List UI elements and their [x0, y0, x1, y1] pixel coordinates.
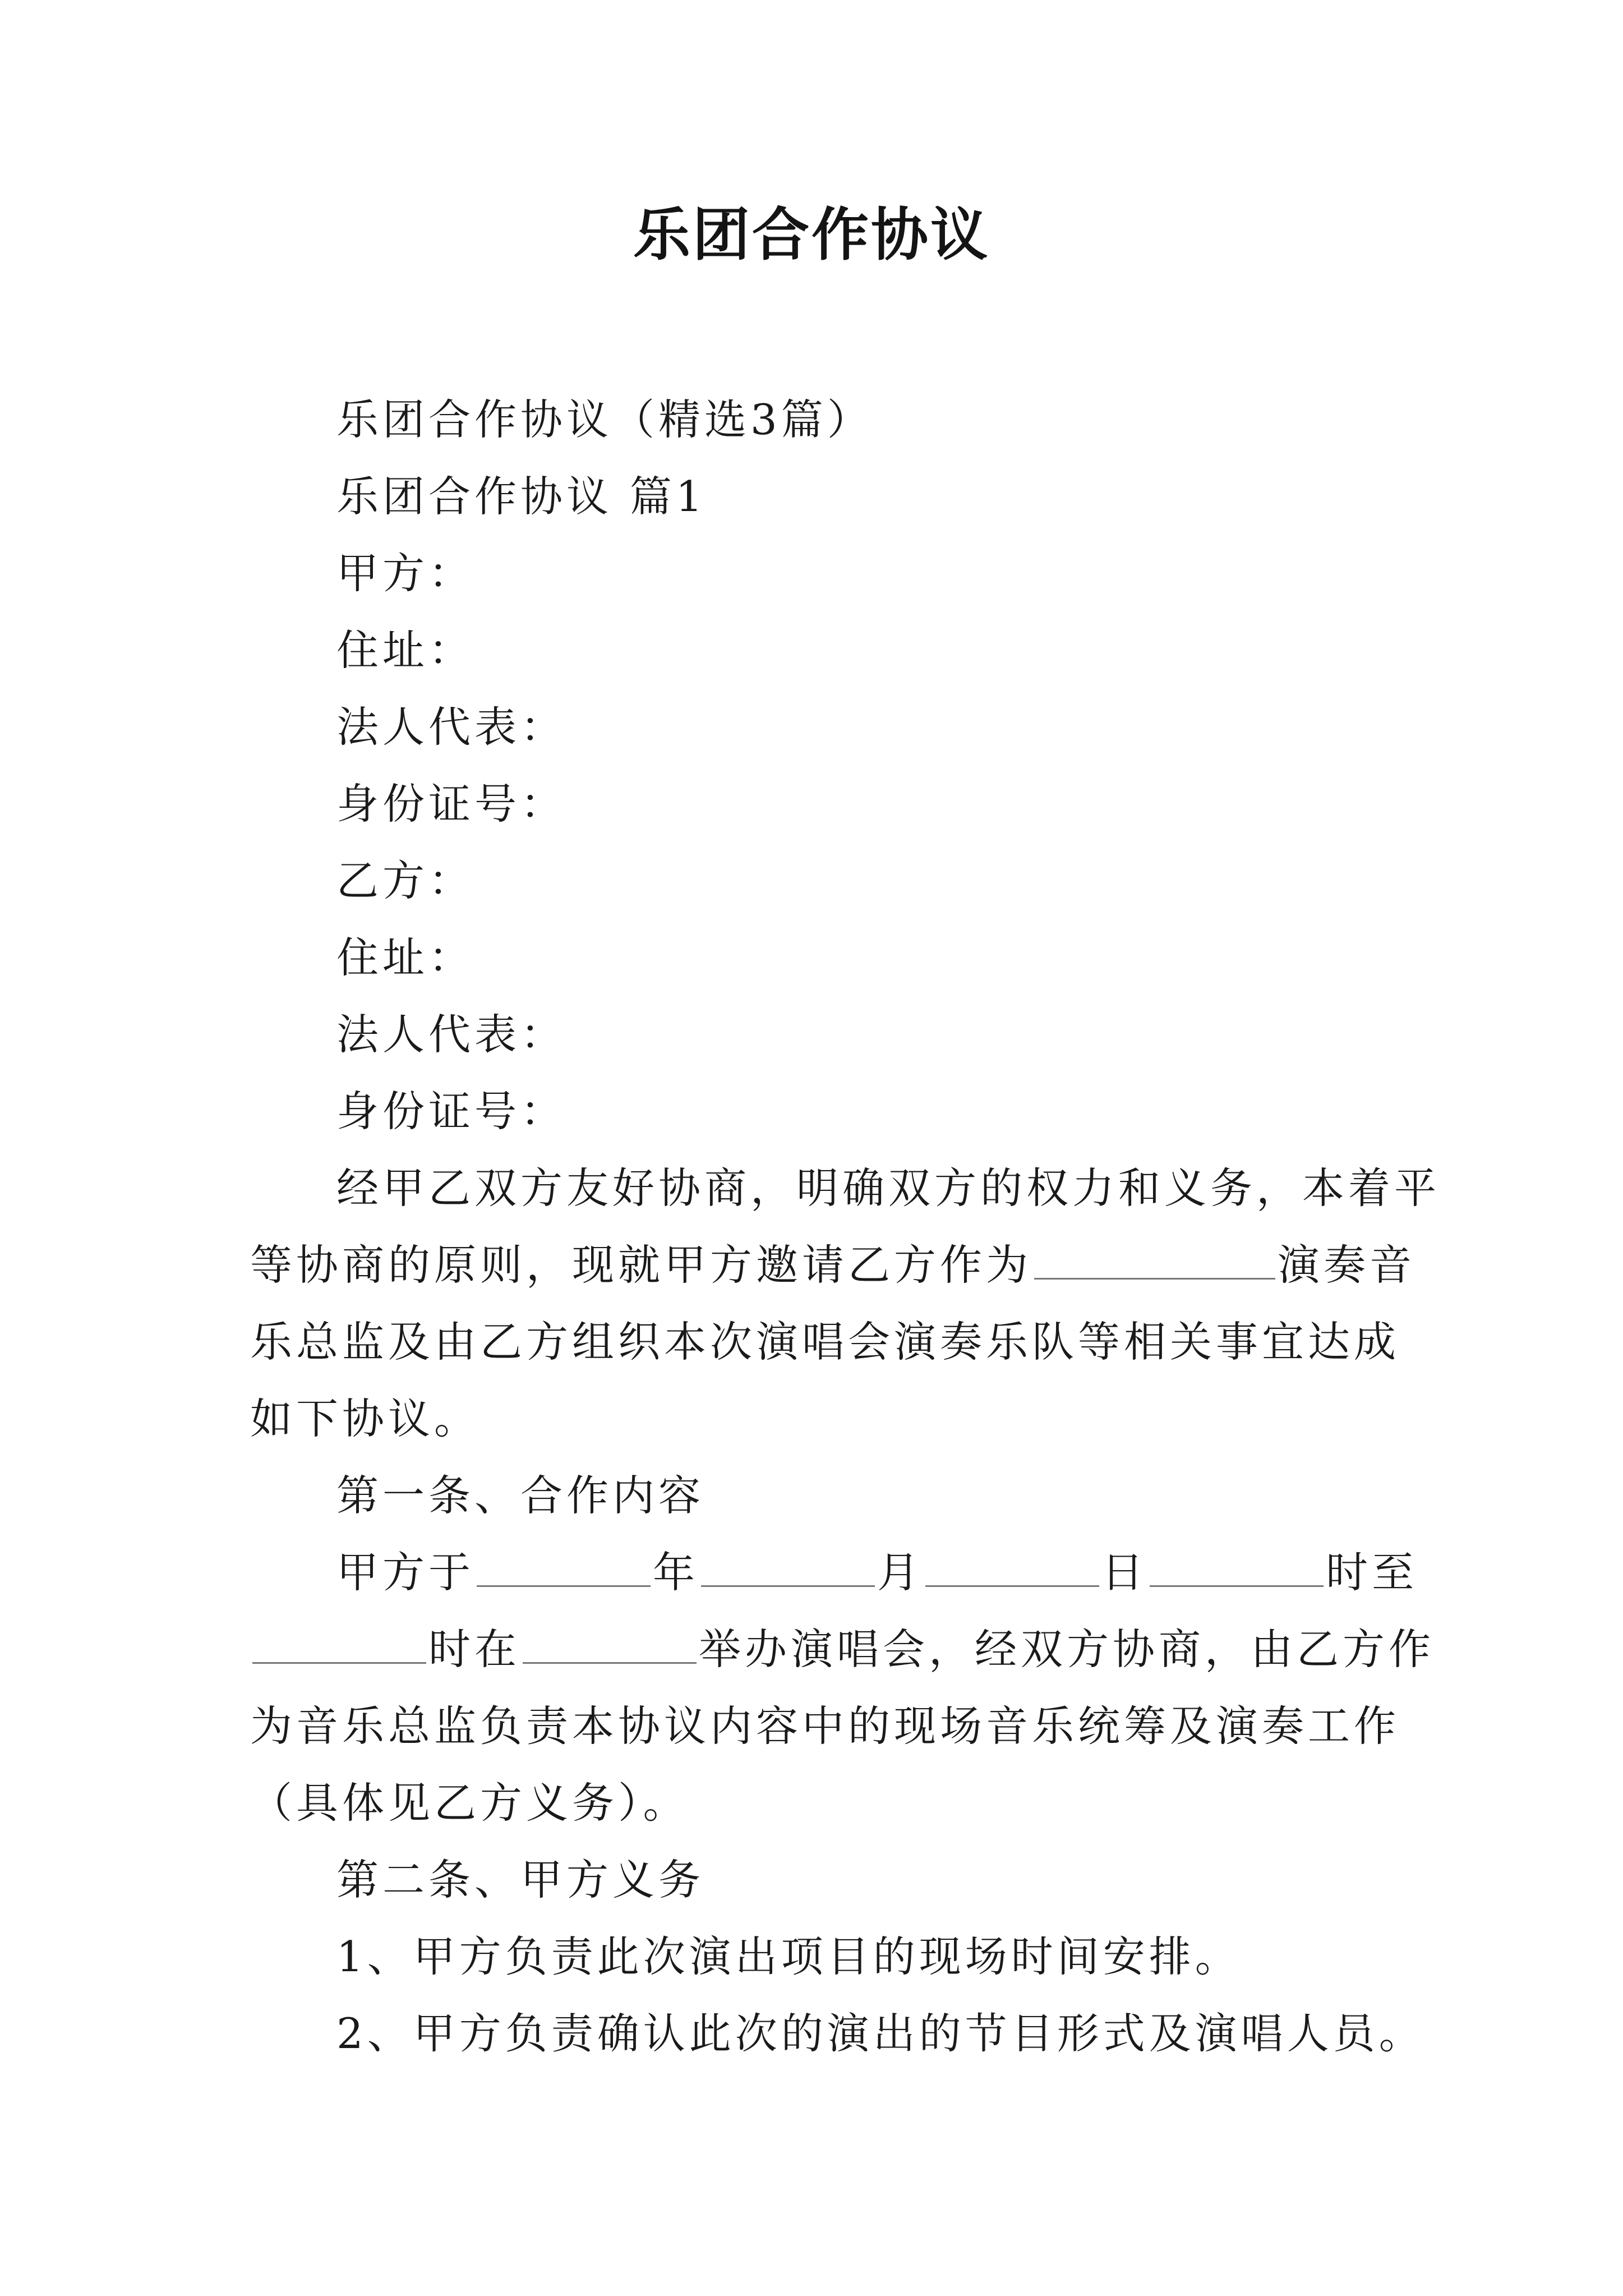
party-a-label: 甲方： — [336, 549, 475, 598]
blank-field — [477, 1545, 651, 1587]
party-a-legal-rep: 法人代表： — [336, 702, 567, 752]
blank-field — [925, 1545, 1099, 1587]
article-2-item-1: 1、甲方负责此次演出项目的现场时间安排。 — [336, 1932, 1241, 1981]
article-1-line-3: 为音乐总监负责本协议内容中的现场音乐统筹及演奏工作 — [250, 1701, 1400, 1751]
blank-field — [701, 1545, 875, 1587]
blank-field — [523, 1622, 697, 1664]
article-1-line-1 — [250, 1534, 1418, 1611]
intro-line-4: 如下协议。 — [250, 1394, 481, 1443]
party-a-address: 住址： — [336, 625, 475, 675]
text-fragment: 日 — [1101, 1548, 1148, 1597]
blank-field — [1034, 1237, 1275, 1280]
party-b-label: 乙方： — [336, 856, 475, 905]
document-title: 乐团合作协议 — [633, 202, 990, 269]
intro-line-2-end: 演奏音 — [1278, 1240, 1416, 1290]
intro-line-3: 乐总监及由乙方组织本次演唱会演奏乐队等相关事宜达成 — [250, 1317, 1400, 1366]
text-fragment: 甲方于 — [336, 1548, 475, 1597]
document-body — [250, 381, 1441, 2072]
intro-line-1: 经甲乙双方友好协商，明确双方的权力和义务，本着平 — [336, 1163, 1441, 1213]
article-1-line-4: （具体见乙方义务）。 — [250, 1778, 689, 1828]
text-fragment: 年 — [653, 1548, 699, 1597]
party-b-id-number: 身份证号： — [336, 1087, 567, 1136]
intro-line-2-start: 等协商的原则，现就甲方邀请乙方作为 — [250, 1240, 1032, 1290]
article-2-heading: 第二条、甲方义务 — [336, 1855, 705, 1904]
intro-line-2 — [250, 1227, 1416, 1304]
text-fragment: 月 — [877, 1548, 924, 1597]
article-1-line-2 — [250, 1611, 1435, 1688]
article-2-item-2: 2、甲方负责确认此次的演出的节目形式及演唱人员。 — [336, 2009, 1425, 2058]
blank-field — [252, 1622, 426, 1664]
text-fragment: 时在 — [428, 1625, 521, 1674]
article-1-heading: 第一条、合作内容 — [336, 1471, 705, 1520]
party-b-legal-rep: 法人代表： — [336, 1010, 567, 1059]
section-heading: 乐团合作协议 篇1 — [336, 472, 707, 521]
party-a-id-number: 身份证号： — [336, 779, 567, 829]
party-b-address: 住址： — [336, 933, 475, 982]
subtitle: 乐团合作协议（精选3篇） — [336, 395, 873, 444]
text-fragment: 举办演唱会，经双方协商，由乙方作 — [699, 1625, 1435, 1674]
text-fragment: 时至 — [1326, 1548, 1418, 1597]
blank-field — [1150, 1545, 1324, 1587]
